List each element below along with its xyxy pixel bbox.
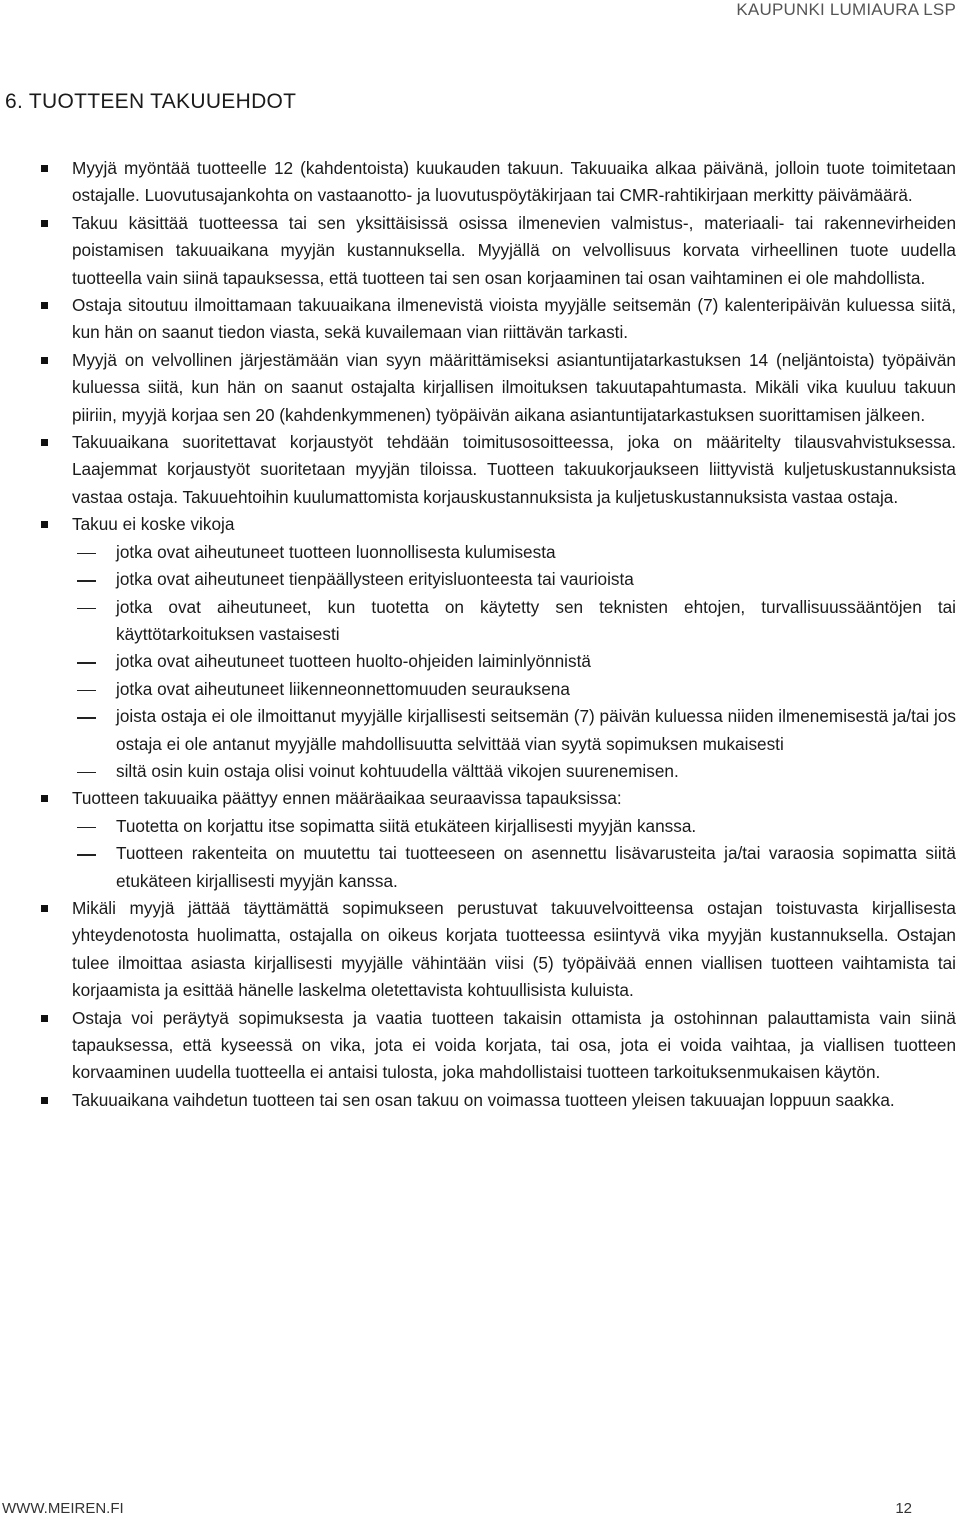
square-bullet-icon <box>41 439 48 446</box>
dash-bullet-icon <box>77 662 96 664</box>
exclusion-item: jotka ovat aiheutuneet tuotteen huolto-ohjeiden laiminlyönnistä <box>36 648 956 675</box>
square-bullet-icon <box>41 302 48 309</box>
dash-bullet-icon <box>77 717 96 719</box>
page-number: 12 <box>895 1500 912 1517</box>
expiry-case-item: Tuotetta on korjattu itse sopimatta siitä etukäteen kirjallisesti myyjän kanssa. <box>36 813 956 840</box>
list-item: Takuu ei koske vikoja <box>36 511 956 538</box>
exclusion-item: jotka ovat aiheutuneet liikenneonnettomuuden seurauksena <box>36 676 956 703</box>
list-item: Ostaja voi peräytyä sopimuksesta ja vaatia tuotteen takaisin ottamista ja ostohinnan palauttamista vain siinä tapauksessa, että kyseessä on vika, jota ei voida korjata, tai osa, jota ei voida vaihtaa, ja viallisen tuotteen korvaaminen uudella tuotteella ei antaisi tulosta, joka mahdollistaisi tuotteen tarkoituksenmukaisen käytön. <box>36 1005 956 1087</box>
dash-bullet-icon <box>77 580 96 582</box>
exclusion-item: jotka ovat aiheutuneet tuotteen luonnollisesta kulumisesta <box>36 539 956 566</box>
square-bullet-icon <box>41 905 48 912</box>
list-item: Takuuaikana suoritettavat korjaustyöt tehdään toimitusosoitteessa, joka on määritelty tilausvahvistuksessa. Laajemmat korjaustyöt suoritetaan myyjän tiloissa. Tuotteen takuukorjaukseen liittyvistä kuljetuskustannuksista vastaa ostaja. Takuuehtoihin kuulumattomista korjauskustannuksista ja kuljetuskustannuksista vastaa ostaja. <box>36 429 956 511</box>
list-item: Takuu käsittää tuotteessa tai sen yksittäisissä osissa ilmenevien valmistus-, materiaali- tai rakennevirheiden poistamisen takuuaikana myyjän kustannuksella. Myyjällä on velvollisuus korvata virheellinen tuote uudella tuotteella vain siinä tapauksessa, että tuotteen tai sen osan korjaaminen tai osan vaihtaminen ei ole mahdollista. <box>36 210 956 292</box>
dash-bullet-icon <box>77 608 96 610</box>
list-item: Mikäli myyjä jättää täyttämättä sopimukseen perustuvat takuuvelvoitteensa ostajan toistuvasta kirjallisesta yhteydenotosta huolimatta, ostajalla on oikeus korjata tuotteessa esiintyvä vika myyjän kustannuksella. Ostajan tulee ilmoittaa asiasta kirjallisesti myyjälle vähintään viisi (5) työpäivää ennen viallisen tuotteen vaihtamista tai korjaamista ja esittää hänelle laskelma oletettavista kohtuullisista kuluista. <box>36 895 956 1005</box>
list-item: Myyjä myöntää tuotteelle 12 (kahdentoista) kuukauden takuun. Takuuaika alkaa päivänä, jolloin tuote toimitetaan ostajalle. Luovutusajankohta on vastaanotto- ja luovutuspöytäkirjaan tai CMR-rahtikirjaan merkitty päivämäärä. <box>36 155 956 210</box>
dash-bullet-icon <box>77 854 96 856</box>
dash-bullet-icon <box>77 772 96 774</box>
exclusion-item: jotka ovat aiheutuneet, kun tuotetta on käytetty sen teknisten ehtojen, turvallisuussääntöjen tai käyttötarkoituksen vastaisesti <box>36 594 956 649</box>
dash-bullet-icon <box>77 690 96 692</box>
square-bullet-icon <box>41 165 48 172</box>
exclusion-item: joista ostaja ei ole ilmoittanut myyjälle kirjallisesti seitsemän (7) päivän kuluessa niiden ilmenemisestä ja/tai jos ostaja ei ole antanut myyjälle mahdollisuutta selvittää vian syytä sopimuksen mukaisesti <box>36 703 956 758</box>
expiry-case-item: Tuotteen rakenteita on muutettu tai tuotteeseen on asennettu lisävarusteita ja/tai varaosia sopimatta siitä etukäteen kirjallisesti myyjän kanssa. <box>36 840 956 895</box>
list-item: Tuotteen takuuaika päättyy ennen määräaikaa seuraavissa tapauksissa: <box>36 785 956 812</box>
dash-bullet-icon <box>77 553 96 555</box>
exclusion-item: jotka ovat aiheutuneet tienpäällysteen erityisluonteesta tai vaurioista <box>36 566 956 593</box>
square-bullet-icon <box>41 1015 48 1022</box>
square-bullet-icon <box>41 521 48 528</box>
company-header: KAUPUNKI LUMIAURA LSP <box>736 0 956 19</box>
dash-bullet-icon <box>77 827 96 829</box>
warranty-terms-list <box>36 155 956 1114</box>
section-title: 6. TUOTTEEN TAKUUEHDOT <box>5 90 297 113</box>
footer-website: WWW.MEIREN.FI <box>2 1500 124 1517</box>
list-item: Myyjä on velvollinen järjestämään vian syyn määrittämiseksi asiantuntijatarkastuksen 14 (neljäntoista) työpäivän kuluessa siitä, kun hän on saanut ostajalta kirjallisen ilmoituksen takuutapahtumasta. Mikäli vika kuuluu takuun piiriin, myyjä korjaa sen 20 (kahdenkymmenen) työpäivän aikana asiantuntijatarkastuksen suorittamisen jälkeen. <box>36 347 956 429</box>
square-bullet-icon <box>41 357 48 364</box>
list-item: Takuuaikana vaihdetun tuotteen tai sen osan takuu on voimassa tuotteen yleisen takuuajan loppuun saakka. <box>36 1087 956 1114</box>
exclusion-item: siltä osin kuin ostaja olisi voinut kohtuudella välttää vikojen suurenemisen. <box>36 758 956 785</box>
square-bullet-icon <box>41 1097 48 1104</box>
list-item: Ostaja sitoutuu ilmoittamaan takuuaikana ilmenevistä vioista myyjälle seitsemän (7) kalenteripäivän kuluessa siitä, kun hän on saanut tiedon viasta, sekä kuvailemaan vian riittävän tarkasti. <box>36 292 956 347</box>
square-bullet-icon <box>41 220 48 227</box>
square-bullet-icon <box>41 795 48 802</box>
